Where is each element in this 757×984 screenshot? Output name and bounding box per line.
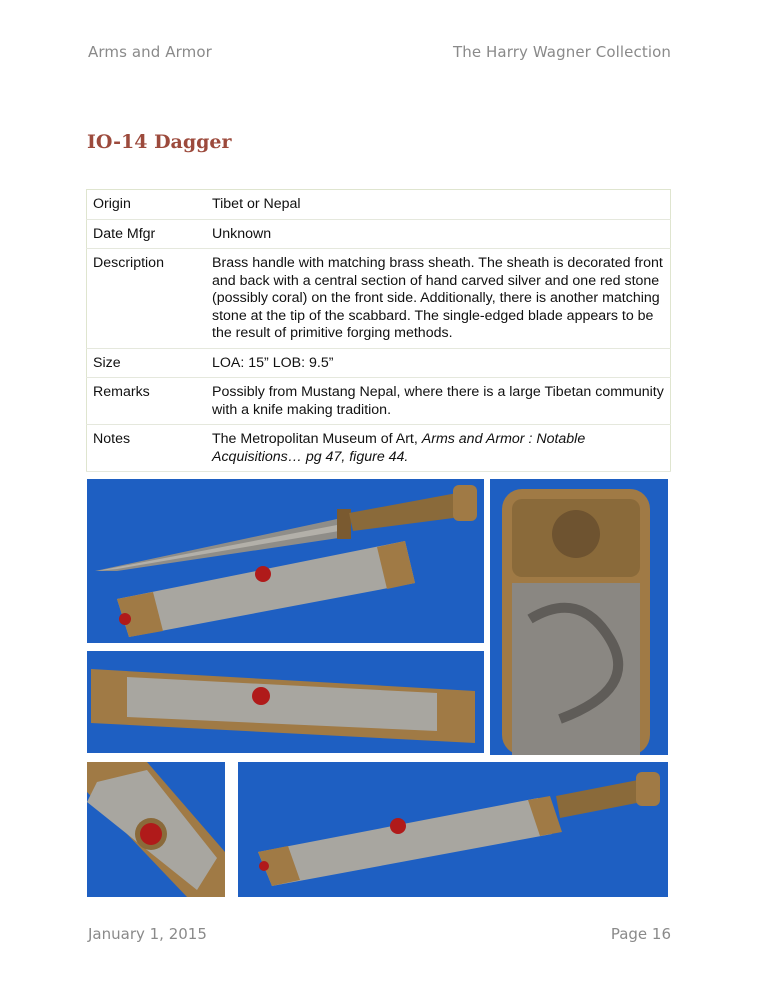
row-label: Size — [87, 348, 207, 378]
info-table — [86, 189, 671, 472]
photo-scabbard-vertical — [490, 479, 668, 755]
photo-dagger-sheathed — [238, 762, 668, 897]
row-value: Possibly from Mustang Nepal, where there is a large Tibetan community with a knife making tradition. — [206, 378, 671, 425]
table-row-description — [87, 249, 671, 349]
table-row-date-mfgr — [87, 219, 671, 249]
footer-date: January 1, 2015 — [88, 925, 207, 943]
row-label: Origin — [87, 190, 207, 220]
table-row-remarks — [87, 378, 671, 425]
row-label: Remarks — [87, 378, 207, 425]
table-row-notes — [87, 425, 671, 472]
row-value: Tibet or Nepal — [206, 190, 671, 220]
notes-plain-text: The Metropolitan Museum of Art, — [212, 431, 422, 447]
photo-scabbard-horizontal — [87, 651, 484, 753]
row-label: Notes — [87, 425, 207, 472]
row-value: Brass handle with matching brass sheath. The sheath is decorated front and back with a central section of hand carved silver and one red stone (possibly coral) on the front side. Additionally, there is another matching stone at the tip of the scabbard. The single-edged blade appears to be the result of primitive forging methods. — [206, 249, 671, 349]
header-collection-title: The Harry Wagner Collection — [452, 43, 671, 61]
table-row-size — [87, 348, 671, 378]
row-value: LOA: 15” LOB: 9.5” — [206, 348, 671, 378]
notes-italic-citation: Arms and Armor : Notable Acquisitions… pg 47, figure 44. — [212, 431, 586, 465]
photo-dagger-and-scabbard — [87, 479, 484, 643]
header-section-title: Arms and Armor — [88, 43, 212, 61]
row-label: Description — [87, 249, 207, 349]
photo-stone-closeup — [87, 762, 225, 897]
table-row-origin — [87, 190, 671, 220]
page-title: IO-14 Dagger — [87, 131, 232, 153]
row-value: Unknown — [206, 219, 671, 249]
row-label: Date Mfgr — [87, 219, 207, 249]
row-value — [206, 425, 671, 472]
footer-page-number: Page 16 — [610, 925, 671, 943]
